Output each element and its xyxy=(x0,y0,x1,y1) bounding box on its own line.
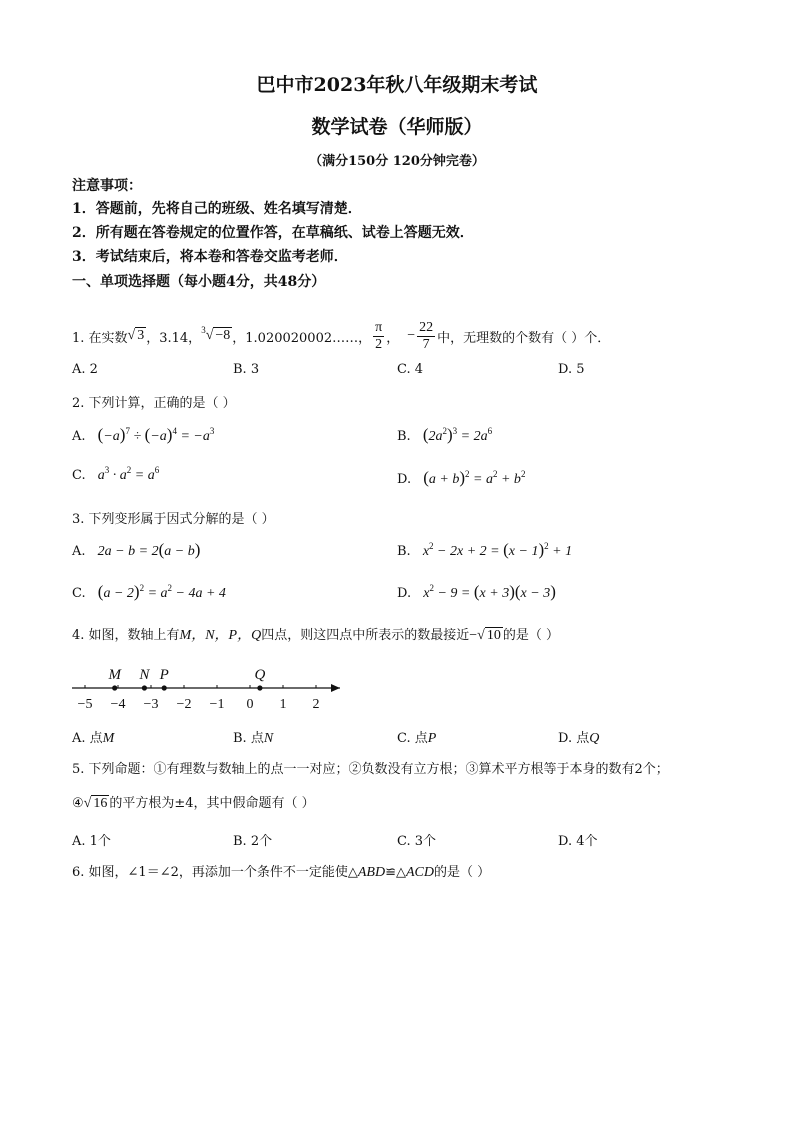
question-5-line-1: 5. 下列命题：①有理数与数轴上的点一一对应；②负数没有立方根；③算术平方根等于本身的数有2个； xyxy=(72,762,669,777)
q4-option-c[interactable] xyxy=(397,727,436,747)
note-item-1: 1．答题前，先将自己的班级、姓名填写清楚． xyxy=(72,201,362,217)
number-line-tick-label: −1 xyxy=(209,697,225,712)
q1-text-a: 1. 在实数 xyxy=(72,330,128,346)
q5-option-b[interactable]: B. 2个 xyxy=(233,834,273,849)
number-line xyxy=(60,655,360,715)
q6-triangle-2: ACD xyxy=(406,865,434,880)
q1-option-c[interactable]: C. 4 xyxy=(397,362,424,377)
q4-label-d: D. 点 xyxy=(558,731,590,746)
q6-text-a: 6. 如图，∠1＝∠2，再添加一个条件不一定能使△ xyxy=(72,865,358,880)
q3-label-d: D. xyxy=(397,586,412,601)
sqrt-16: √ 16 xyxy=(83,796,108,811)
q4-label-b: B. 点 xyxy=(233,731,264,746)
q3-option-a[interactable]: A. 2a − b = 2(a − b) xyxy=(72,540,201,559)
q4-var-a: M xyxy=(102,731,115,746)
note-item-3: 3．考试结束后，将本卷和答卷交监考老师． xyxy=(72,249,348,265)
note-item-2: 2．所有题在答卷规定的位置作答，在草稿纸、试卷上答题无效． xyxy=(72,225,474,241)
question-5-line-2 xyxy=(72,792,315,812)
number-line-point-label: N xyxy=(139,667,150,683)
q5-option-a[interactable]: A. 1个 xyxy=(72,834,111,849)
q2-option-d[interactable]: D. $(a + b)^2 = a^2 + b^2$ xyxy=(397,468,526,487)
fraction-22-over-7: $\frac{22}{7}$ xyxy=(419,319,434,352)
section-heading: 一、单项选择题（每小题4分，共48分） xyxy=(72,274,326,290)
q1-option-d[interactable]: D. 5 xyxy=(558,362,585,377)
q1-text-d: 中，无理数的个数有（ ）个． xyxy=(437,330,611,346)
q4-option-b[interactable] xyxy=(233,727,273,747)
q4-option-a[interactable] xyxy=(72,727,114,747)
q3-option-c[interactable]: C. $(a - 2)^2 = a^2 - 4a + 4$ xyxy=(72,582,226,601)
q4-label-c: C. 点 xyxy=(397,731,428,746)
q1-neg-sign: − xyxy=(407,328,416,343)
q2-option-c[interactable]: C. $a^3 \cdot a^2 = a^6$ xyxy=(72,465,160,483)
exam-title: 巴中市2023年秋八年级期末考试 xyxy=(256,74,538,96)
q2-option-b[interactable]: B. $(2a^2)^3 = 2a^6$ xyxy=(397,425,493,444)
q3-option-d[interactable]: D. $x^2 - 9 = (x + 3)(x - 3)$ xyxy=(397,582,556,601)
q4-option-d[interactable] xyxy=(558,727,599,747)
number-line-tick-label: 2 xyxy=(312,697,320,712)
q1-text-b: ，3.14， xyxy=(146,330,202,346)
q1-comma: ， xyxy=(386,330,400,346)
question-3: 3. 下列变形属于因式分解的是（ ） xyxy=(72,512,275,527)
number-line-tick-label: 1 xyxy=(279,697,287,712)
number-line-point xyxy=(257,685,262,690)
q1-option-a[interactable]: A. 2 xyxy=(72,362,98,377)
number-line-point-label: P xyxy=(159,667,169,683)
number-line-point-label: Q xyxy=(254,667,266,683)
q5-option-d[interactable]: D. 4个 xyxy=(558,834,598,849)
number-line-tick-label: −2 xyxy=(176,697,192,712)
q6-triangle-1: ABD xyxy=(357,865,386,880)
number-line-point-label: M xyxy=(108,667,121,683)
sqrt-3: √ 3 xyxy=(127,328,145,343)
notes-heading: 注意事项： xyxy=(72,178,142,194)
q3-label-c: C. xyxy=(72,586,86,601)
number-line-tick-label: −5 xyxy=(77,697,93,712)
q5-option-c[interactable]: C. 3个 xyxy=(397,834,437,849)
q1-text-c: ，1.020020002……， xyxy=(232,330,372,346)
q6-triangle-symbol: △ xyxy=(396,865,406,880)
exam-subtitle: 数学试卷（华师版） xyxy=(311,116,483,138)
q3-option-b[interactable]: B. $x^2 - 2x + 2 = (x - 1)^2 + 1$ xyxy=(397,540,573,559)
number-line-tick-label: −4 xyxy=(110,697,126,712)
q4-text-b: 四点，则这四点中所表示的数最接近 xyxy=(261,628,470,643)
q5-text-b: 的平方根为±4，其中假命题有（ ） xyxy=(109,796,315,811)
q6-congruent: ≌ xyxy=(385,865,396,880)
fraction-pi-over-2: $\frac{\pi}{2}$ xyxy=(375,319,383,352)
q4-text-c: 的是（ ） xyxy=(502,628,559,643)
number-line-point xyxy=(142,685,147,690)
q2-label-d: D. xyxy=(397,472,412,487)
number-line-tick-label: 0 xyxy=(246,697,254,712)
q3-label-b: B. xyxy=(397,544,411,559)
q4-neg: − xyxy=(469,628,478,643)
q1-option-b[interactable]: B. 3 xyxy=(233,362,260,377)
q2-option-a[interactable]: A. $(-a)^7 \div (-a)^4 = -a^3$ xyxy=(72,425,215,444)
question-2: 2. 下列计算，正确的是（ ） xyxy=(72,396,236,411)
score-info: （满分150分 120分钟完卷） xyxy=(309,154,485,169)
number-line-tick-label: −3 xyxy=(143,697,159,712)
q2-label-b: B. xyxy=(397,429,411,444)
q3-label-a: A. xyxy=(72,544,86,559)
question-1 xyxy=(72,304,610,368)
number-line-point xyxy=(162,685,167,690)
q5-circled-4: ④ xyxy=(72,796,84,811)
number-line-point xyxy=(112,685,117,690)
question-6 xyxy=(72,861,490,881)
number-line-arrow xyxy=(331,684,340,692)
q4-var-b: N xyxy=(263,731,274,746)
q4-points: M，N，P，Q xyxy=(179,628,262,643)
q2-label-c: C. xyxy=(72,468,86,483)
q2-label-a: A. xyxy=(72,429,86,444)
q4-var-c: P xyxy=(427,731,437,746)
q4-label-a: A. 点 xyxy=(72,731,103,746)
question-4 xyxy=(72,624,559,644)
q4-var-d: Q xyxy=(589,731,600,746)
q6-text-b: 的是（ ） xyxy=(434,865,491,880)
sqrt-10: √ 10 xyxy=(477,628,501,643)
q4-text-a: 4. 如图，数轴上有 xyxy=(72,628,180,643)
cbrt-neg8: $^3$√ −8 xyxy=(201,325,231,343)
